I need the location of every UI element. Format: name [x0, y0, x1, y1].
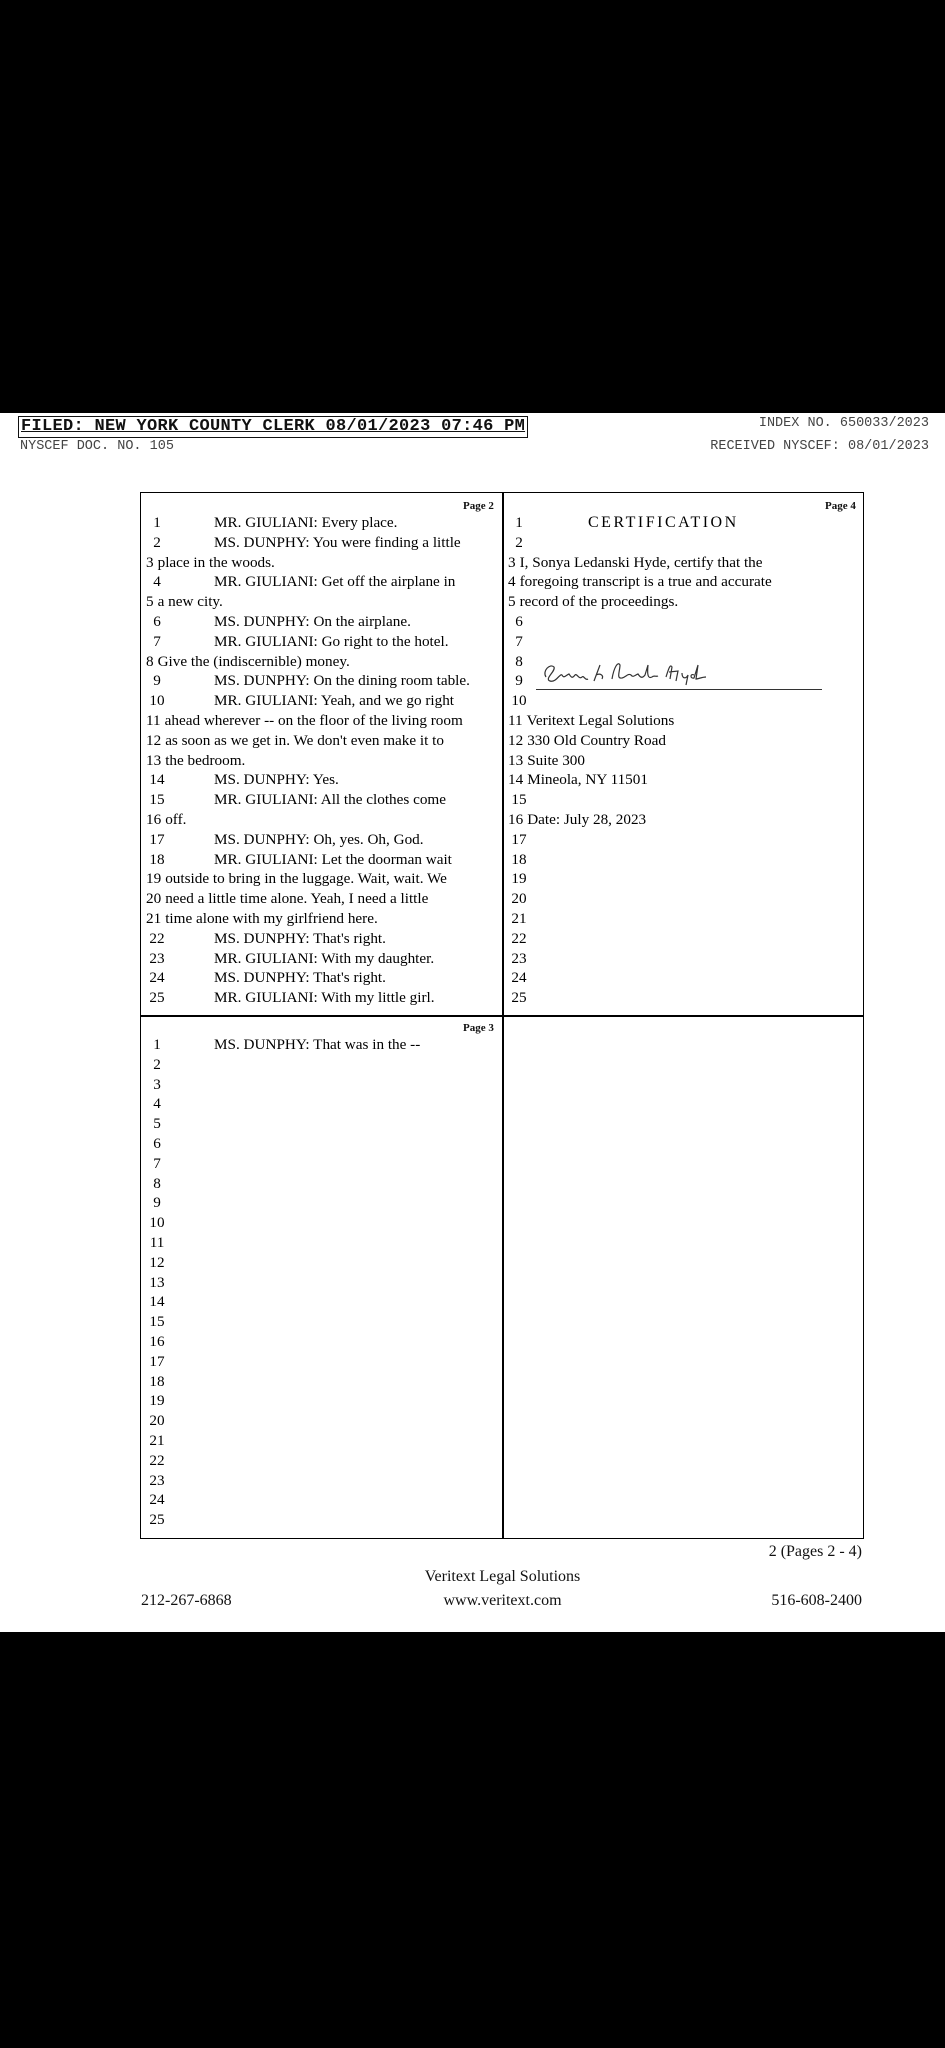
filed-stamp: FILED: NEW YORK COUNTY CLERK 08/01/2023 07:46 PM	[18, 416, 528, 438]
transcript-line	[508, 968, 534, 988]
transcript-line	[508, 869, 534, 889]
line-number: 20	[149, 1412, 165, 1430]
line-text: Veritext Legal Solutions	[526, 712, 675, 729]
transcript-line	[146, 1411, 172, 1431]
line-number: 13	[508, 751, 524, 769]
line-number: 24	[511, 969, 527, 987]
transcript-line	[146, 968, 386, 988]
line-text: MS. DUNPHY: That's right.	[214, 929, 386, 947]
transcript-line	[146, 949, 435, 969]
transcript-line	[146, 1094, 172, 1114]
line-number: 16	[146, 811, 162, 828]
transcript-line	[508, 909, 534, 929]
transcript-line	[146, 1312, 172, 1332]
transcript-line	[508, 513, 534, 533]
line-text: as soon as we get in. We don't even make it to	[165, 731, 444, 749]
line-text: a new city.	[157, 593, 223, 611]
line-number: 21	[511, 910, 527, 927]
transcript-line	[146, 830, 424, 850]
signature-image	[536, 653, 716, 689]
line-number: 16	[508, 811, 524, 828]
line-number: 2	[153, 1055, 161, 1073]
line-text: MR. GIULIANI: Every place.	[214, 514, 398, 531]
transcript-line	[146, 652, 350, 672]
line-number: 25	[149, 989, 165, 1007]
line-text: foregoing transcript is a true and accurate	[519, 573, 772, 591]
line-number: 12	[508, 731, 524, 749]
transcript-line	[146, 1174, 172, 1194]
line-number: 11	[149, 1234, 165, 1251]
transcript-line	[146, 1471, 172, 1491]
line-number: 14	[149, 771, 165, 789]
line-number: 8	[515, 652, 523, 670]
certification-title: CERTIFICATION	[588, 514, 739, 531]
line-number: 9	[153, 1194, 161, 1212]
line-number: 23	[511, 949, 527, 967]
line-number: 7	[153, 1154, 161, 1172]
transcript-line	[146, 988, 435, 1008]
line-number: 5	[153, 1115, 161, 1133]
signature-line	[536, 689, 822, 690]
line-number: 13	[146, 751, 162, 769]
line-number: 17	[149, 1352, 165, 1370]
line-number: 1	[153, 1036, 161, 1053]
line-text: outside to bring in the luggage. Wait, wait. We	[165, 870, 447, 888]
transcript-line	[146, 592, 223, 612]
received-date: RECEIVED NYSCEF: 08/01/2023	[710, 439, 929, 454]
line-number: 22	[149, 929, 165, 947]
line-number: 4	[153, 1095, 161, 1113]
transcript-line	[146, 1490, 172, 1510]
document-page	[0, 413, 945, 1632]
line-number: 21	[146, 910, 162, 927]
transcript-line	[146, 850, 452, 870]
transcript-line	[146, 1035, 421, 1055]
transcript-line	[146, 1134, 172, 1154]
line-text: record of the proceedings.	[519, 593, 679, 611]
line-number: 24	[149, 969, 165, 987]
line-number: 19	[149, 1392, 165, 1410]
transcript-line	[508, 850, 534, 870]
page-3-label: Page 3	[463, 1022, 494, 1034]
line-number: 25	[149, 1511, 165, 1529]
line-number: 19	[146, 870, 162, 888]
transcript-line	[146, 790, 446, 810]
transcript-line	[508, 553, 763, 573]
transcript-line	[146, 553, 275, 573]
transcript-line	[146, 1352, 172, 1372]
line-text: MS. DUNPHY: Yes.	[214, 771, 339, 789]
transcript-line	[508, 612, 534, 632]
footer-company: Veritext Legal Solutions	[424, 1568, 581, 1585]
line-number: 11	[508, 712, 523, 729]
transcript-line	[508, 572, 772, 592]
transcript-line	[146, 1213, 172, 1233]
line-text: place in the woods.	[157, 553, 275, 571]
line-number: 17	[149, 830, 165, 848]
line-number: 11	[146, 712, 161, 729]
transcript-line	[508, 889, 534, 909]
line-number: 5	[508, 593, 516, 611]
line-text: I, Sonya Ledanski Hyde, certify that the	[519, 553, 763, 571]
line-text: MR. GIULIANI: Get off the airplane in	[214, 573, 456, 591]
line-number: 5	[146, 593, 154, 611]
transcript-line	[508, 810, 646, 830]
line-text: time alone with my girlfriend here.	[165, 910, 378, 927]
line-text: Suite 300	[527, 751, 585, 769]
transcript-line	[146, 1510, 172, 1530]
line-number: 10	[149, 1214, 165, 1232]
line-number: 10	[511, 692, 527, 710]
line-number: 15	[149, 791, 165, 809]
line-text: MS. DUNPHY: On the dining room table.	[214, 672, 470, 690]
line-number: 1	[153, 514, 161, 531]
row-divider	[140, 1015, 864, 1017]
line-number: 14	[149, 1293, 165, 1311]
line-text: MS. DUNPHY: That's right.	[214, 969, 386, 987]
footer-phone-left: 212-267-6868	[141, 1592, 232, 1609]
transcript-line	[146, 1253, 172, 1273]
transcript-line	[508, 949, 534, 969]
line-number: 15	[511, 791, 527, 809]
line-number: 12	[146, 731, 162, 749]
line-number: 6	[153, 613, 161, 630]
line-text: Mineola, NY 11501	[527, 771, 648, 789]
transcript-line	[508, 671, 534, 691]
line-number: 21	[149, 1432, 165, 1449]
transcript-line	[508, 790, 534, 810]
line-number: 19	[511, 870, 527, 888]
line-text: off.	[165, 811, 187, 828]
transcript-line	[146, 632, 449, 652]
line-number: 9	[153, 672, 161, 690]
index-number: INDEX NO. 650033/2023	[758, 416, 929, 431]
transcript-line	[146, 1431, 172, 1451]
line-text: MS. DUNPHY: Oh, yes. Oh, God.	[214, 830, 424, 848]
transcript-line	[146, 889, 428, 909]
line-number: 3	[146, 553, 154, 571]
transcript-line	[508, 533, 534, 553]
line-text: MR. GIULIANI: Let the doorman wait	[214, 850, 452, 868]
line-number: 3	[153, 1075, 161, 1093]
line-text: Date: July 28, 2023	[527, 811, 647, 828]
transcript-line	[146, 929, 386, 949]
line-number: 1	[515, 514, 523, 531]
transcript-line	[146, 1055, 172, 1075]
transcript-line	[146, 751, 245, 771]
line-text: the bedroom.	[165, 751, 246, 769]
transcript-line	[146, 691, 455, 711]
line-number: 8	[153, 1174, 161, 1192]
line-number: 20	[146, 890, 162, 908]
line-number: 20	[511, 890, 527, 908]
transcript-line	[146, 572, 456, 592]
line-number: 18	[511, 850, 527, 868]
line-number: 2	[515, 533, 523, 551]
transcript-line	[146, 1075, 172, 1095]
line-text: MS. DUNPHY: That was in the --	[214, 1036, 421, 1053]
transcript-line	[508, 929, 534, 949]
doc-number: NYSCEF DOC. NO. 105	[20, 439, 174, 454]
transcript-line	[146, 1372, 172, 1392]
transcript-line	[146, 1233, 172, 1253]
line-number: 6	[153, 1135, 161, 1152]
transcript-line	[508, 691, 534, 711]
line-text: MR. GIULIANI: Yeah, and we go right	[214, 692, 455, 710]
line-text: need a little time alone. Yeah, I need a little	[165, 890, 429, 908]
line-number: 23	[149, 1471, 165, 1489]
line-number: 6	[515, 613, 523, 630]
line-number: 7	[153, 632, 161, 650]
line-number: 23	[149, 949, 165, 967]
line-number: 8	[146, 652, 154, 670]
transcript-line	[146, 1193, 172, 1213]
transcript-line	[146, 1451, 172, 1471]
transcript-line	[146, 711, 463, 731]
transcript-line	[146, 533, 461, 553]
transcript-line	[146, 1154, 172, 1174]
line-number: 15	[149, 1313, 165, 1331]
line-number: 22	[149, 1451, 165, 1469]
transcript-line	[146, 810, 186, 830]
line-text: MR. GIULIANI: All the clothes come	[214, 791, 446, 809]
transcript-line	[146, 1292, 172, 1312]
line-number: 2	[153, 533, 161, 551]
transcript-line	[508, 592, 678, 612]
transcript-line	[146, 612, 411, 632]
line-number: 17	[511, 830, 527, 848]
line-number: 9	[515, 672, 523, 690]
line-text: MR. GIULIANI: Go right to the hotel.	[214, 632, 449, 650]
line-text: MR. GIULIANI: With my daughter.	[214, 949, 435, 967]
transcript-line	[146, 513, 398, 533]
line-number: 13	[149, 1273, 165, 1291]
transcript-line	[508, 988, 534, 1008]
transcript-line	[508, 652, 534, 672]
transcript-line	[508, 770, 648, 790]
line-text: MS. DUNPHY: You were finding a little	[214, 533, 461, 551]
line-number: 4	[153, 573, 161, 591]
transcript-line	[508, 711, 674, 731]
line-number: 18	[149, 1372, 165, 1390]
transcript-line	[508, 731, 666, 751]
transcript-line	[146, 770, 339, 790]
page-range: 2 (Pages 2 - 4)	[768, 1543, 862, 1560]
line-number: 18	[149, 850, 165, 868]
transcript-line	[146, 1273, 172, 1293]
transcript-line	[146, 1114, 172, 1134]
line-number: 24	[149, 1491, 165, 1509]
line-number: 7	[515, 632, 523, 650]
line-text: ahead wherever -- on the floor of the living room	[164, 712, 463, 729]
transcript-line	[508, 830, 534, 850]
transcript-line	[146, 1332, 172, 1352]
transcript-line	[508, 751, 585, 771]
transcript-line	[146, 869, 447, 889]
line-number: 12	[149, 1253, 165, 1271]
transcript-line	[146, 1391, 172, 1411]
footer-phone-right: 516-608-2400	[771, 1592, 862, 1609]
line-text: MS. DUNPHY: On the airplane.	[214, 613, 411, 630]
line-text: 330 Old Country Road	[527, 731, 666, 749]
page-2-label: Page 2	[463, 500, 494, 512]
line-number: 4	[508, 573, 516, 591]
transcript-line	[508, 632, 534, 652]
line-number: 25	[511, 989, 527, 1007]
line-text: Give the (indiscernible) money.	[157, 652, 350, 670]
line-number: 14	[508, 771, 524, 789]
line-number: 10	[149, 692, 165, 710]
transcript-line	[146, 671, 470, 691]
footer-website: www.veritext.com	[443, 1592, 562, 1609]
line-number: 16	[149, 1333, 165, 1350]
page-4-label: Page 4	[825, 500, 856, 512]
line-text: MR. GIULIANI: With my little girl.	[214, 989, 435, 1007]
line-number: 3	[508, 553, 516, 571]
line-number: 22	[511, 929, 527, 947]
transcript-line	[146, 731, 444, 751]
transcript-line	[146, 909, 378, 929]
